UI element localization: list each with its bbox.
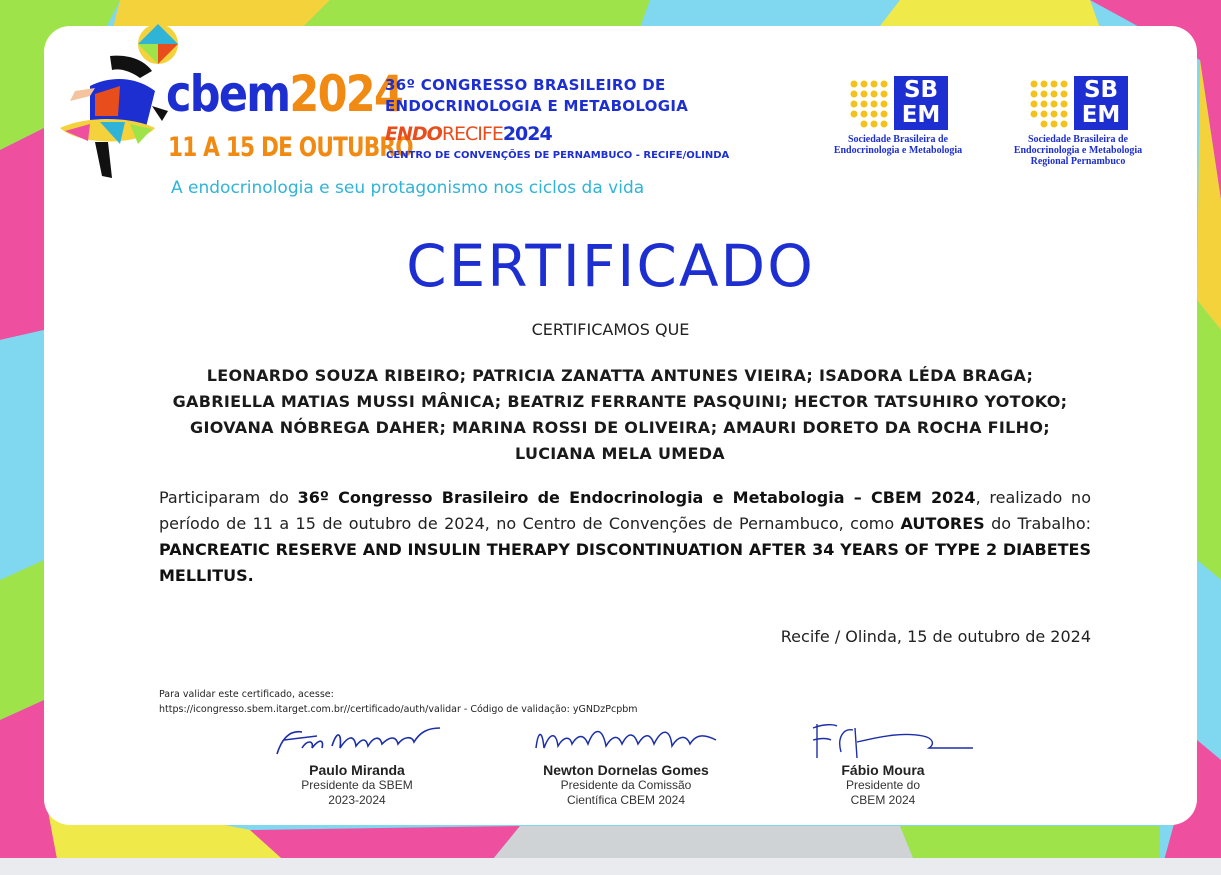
congress-title-line1: 36º CONGRESSO BRASILEIRO DE bbox=[385, 76, 666, 94]
signer-role: Presidente da Comissão bbox=[560, 778, 692, 792]
sbem-regional-caption: Sociedade Brasileira de Endocrinologia e Metabologia Regional Pernambuco bbox=[1013, 134, 1143, 167]
signer-term: 2023-2024 bbox=[328, 793, 386, 807]
sbem-national-caption: Sociedade Brasileira de Endocrinologia e Metabologia bbox=[833, 134, 963, 156]
signature-block-1 bbox=[257, 718, 457, 808]
tagline: A endocrinologia e seu protagonismo nos ciclos da vida bbox=[171, 178, 645, 198]
signature-newton-gomes-icon bbox=[526, 718, 726, 762]
participation-role: AUTORES bbox=[900, 514, 985, 533]
signer-name: Newton Dornelas Gomes bbox=[543, 762, 709, 778]
validation-info bbox=[159, 687, 638, 717]
sbem-regional-logo bbox=[998, 76, 1158, 167]
sbem-dots-icon bbox=[1028, 78, 1076, 128]
congress-title-line2: ENDOCRINOLOGIA E METABOLOGIA bbox=[385, 97, 689, 115]
cbem-year: 2024 bbox=[289, 65, 403, 123]
validation-link[interactable]: https://icongresso.sbem.itarget.com.br//certificado/auth/validar - Código de validação: yGNDzPcpbm bbox=[159, 704, 638, 715]
recife-word: RECIFE bbox=[441, 123, 503, 145]
signer-name: Paulo Miranda bbox=[309, 762, 405, 778]
validation-line1: Para validar este certificado, acesse: bbox=[159, 689, 334, 700]
signature-block-3 bbox=[783, 718, 983, 808]
author-names: LEONARDO SOUZA RIBEIRO; PATRICIA ZANATTA ANTUNES VIEIRA; ISADORA LÉDA BRAGA; GABRIELLA MATIAS MUSSI MÂNICA; BEATRIZ FERRANTE PASQUINI; HECTOR TATSUHIRO YOTOKO; GIOVANA NÓBREGA DAHER; MARINA ROSSI DE OLIVEIRA; AMAURI DORETO DA ROCHA FILHO; LUCIANA MELA UMEDA bbox=[172, 366, 1068, 463]
congress-title bbox=[385, 75, 688, 117]
signature-paulo-miranda-icon bbox=[262, 718, 452, 762]
endo-year: 2024 bbox=[502, 123, 552, 145]
body-text-2: , realizado no período de 11 a 15 de outubro de 2024, no Centro de Convenções de Pernambuco, como bbox=[159, 488, 1091, 533]
venue-line: CENTRO DE CONVENÇÕES DE PERNAMBUCO - RECIFE/OLINDA bbox=[386, 150, 730, 161]
signature-fabio-moura-icon bbox=[783, 718, 983, 762]
body-text-1: Participaram do bbox=[159, 488, 298, 507]
sbem-dots-icon bbox=[848, 78, 896, 128]
signature-block-2 bbox=[526, 718, 726, 808]
place-date: Recife / Olinda, 15 de outubro de 2024 bbox=[780, 627, 1091, 646]
body-text-3: do Trabalho: bbox=[984, 514, 1091, 533]
signer-role: Presidente da SBEM bbox=[301, 778, 413, 792]
endo-recife-logo bbox=[385, 123, 552, 145]
signer-name: Fábio Moura bbox=[841, 762, 925, 778]
cbem-wordmark bbox=[166, 65, 403, 123]
sbem-mark: SB EM bbox=[1074, 76, 1128, 130]
cbem-dates: 11 A 15 DE OUTUBRO bbox=[168, 132, 413, 163]
signer-role: Presidente do bbox=[845, 778, 921, 792]
certificate-intro: CERTIFICAMOS QUE bbox=[531, 320, 690, 339]
sbem-mark: SB EM bbox=[894, 76, 948, 130]
signer-role-2: Científica CBEM 2024 bbox=[566, 793, 686, 807]
certificate-body bbox=[159, 485, 1091, 589]
event-name: 36º Congresso Brasileiro de Endocrinologia e Metabologia – CBEM 2024 bbox=[297, 488, 976, 507]
sbem-national-logo bbox=[818, 76, 978, 156]
certificate-title: CERTIFICADO bbox=[406, 232, 815, 300]
signer-role-2: CBEM 2024 bbox=[850, 793, 916, 807]
work-title: PANCREATIC RESERVE AND INSULIN THERAPY DISCONTINUATION AFTER 34 YEARS OF TYPE 2 DIABETES MELLITUS. bbox=[159, 540, 1091, 585]
cbem-prefix: cbem bbox=[166, 65, 290, 123]
endo-word: ENDO bbox=[385, 123, 442, 145]
